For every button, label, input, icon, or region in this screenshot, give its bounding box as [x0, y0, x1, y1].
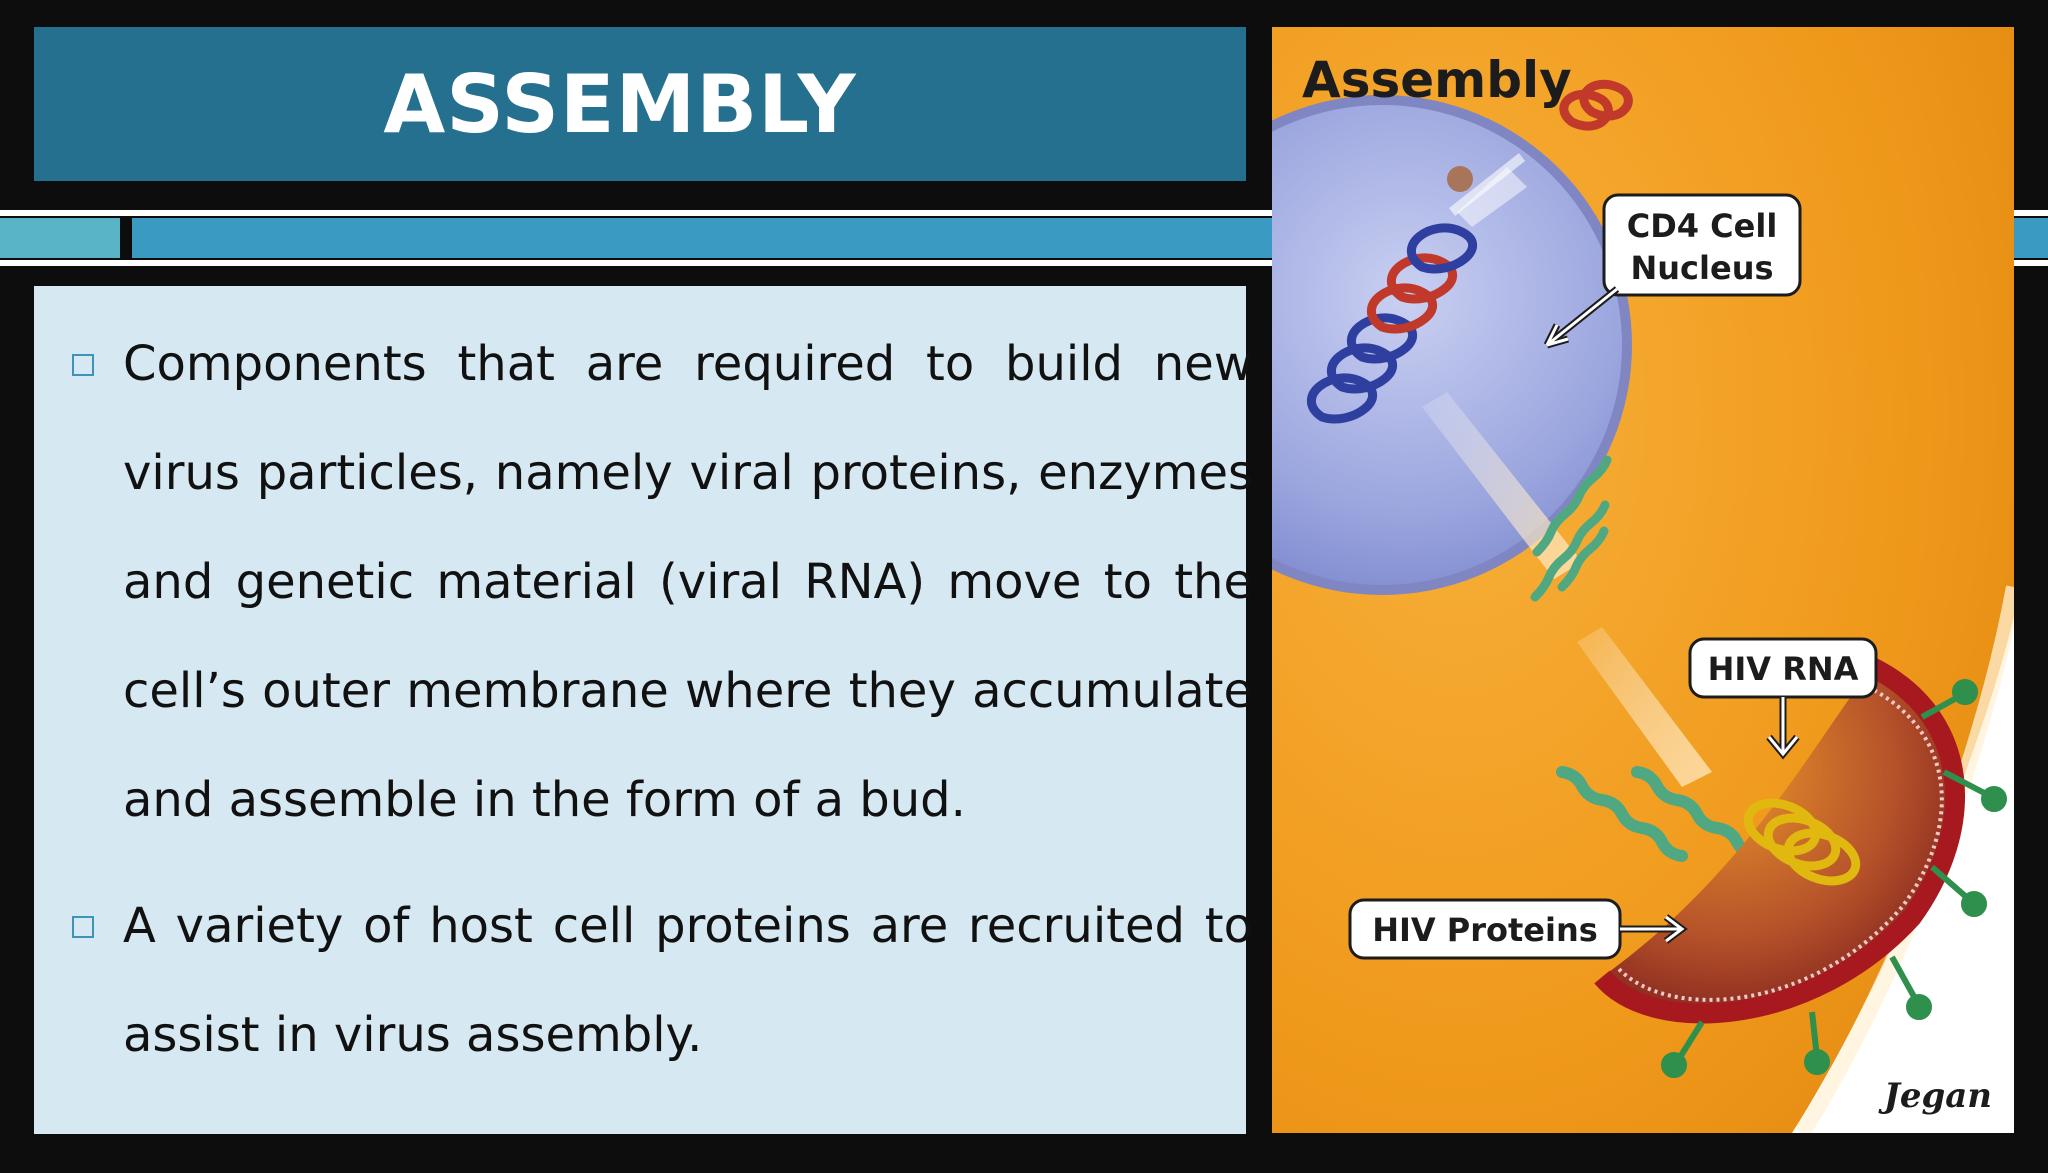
- callout-hiv-proteins-label: HIV Proteins: [1372, 911, 1598, 949]
- callout-nucleus-line2: Nucleus: [1630, 249, 1774, 287]
- signature: Jegan: [1883, 1076, 1992, 1116]
- content-box: [34, 286, 1253, 1134]
- bullet-square-icon: [72, 916, 94, 938]
- divider-accent-left: [0, 218, 120, 258]
- illustration-heading: Assembly: [1302, 51, 1572, 109]
- callout-nucleus-line1: CD4 Cell: [1626, 207, 1778, 245]
- bullet-square-icon: [72, 354, 94, 376]
- slide-title: ASSEMBLY: [383, 57, 857, 151]
- bullet-text: Components that are required to build new virus particles, namely viral proteins, enzymes and genetic material (viral RNA) move to the cell’s outer membrane where they accumulate and assemble in the form of a bud.: [123, 336, 1253, 828]
- bullet-text: A variety of host cell proteins are recruited to assist in virus assembly.: [123, 898, 1253, 1063]
- slide-title-bar: [34, 27, 1246, 181]
- callout-hiv-rna-label: HIV RNA: [1707, 650, 1859, 688]
- assembly-illustration: [1272, 27, 2014, 1133]
